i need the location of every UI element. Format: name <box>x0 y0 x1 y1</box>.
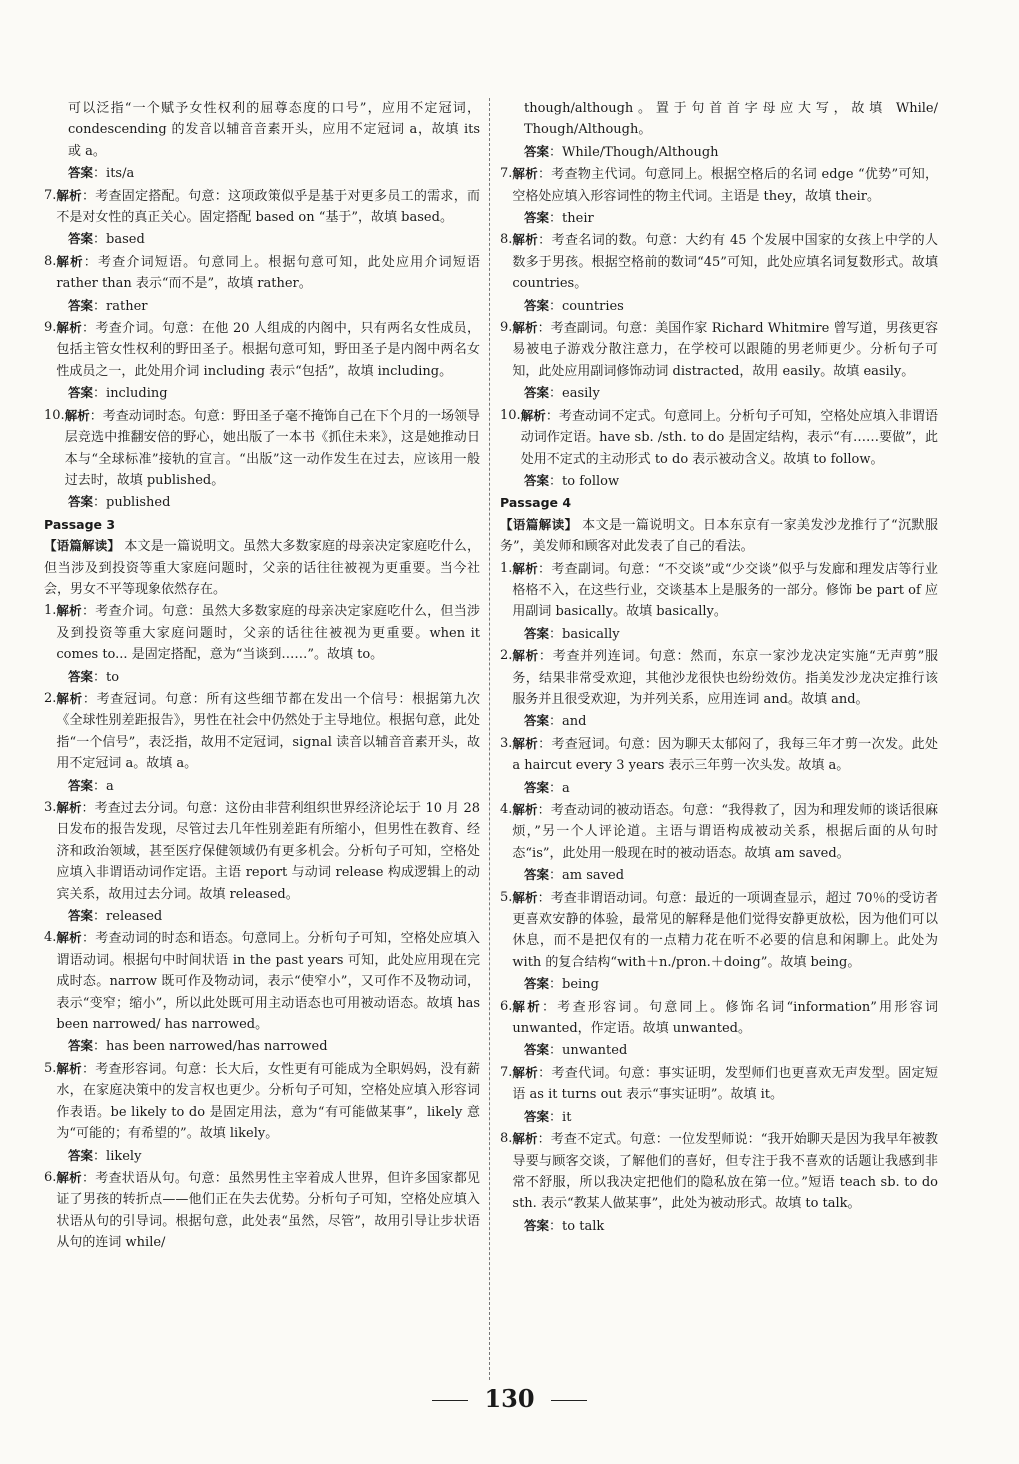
answer-label: 答案 <box>524 1042 550 1058</box>
answer-label: 答案 <box>524 472 550 488</box>
answer-text: easily <box>562 386 600 402</box>
question-item: 6. 解析：考查状语从句。句意：虽然男性主宰着成人世界，但许多国家都见证了男孩的转折点——他们正在失去优势。分析句子可知，空格处应填入状语从句的引导词。根据句意，此处表“虽然，尽管”，故用引导让步状语从句的连词 while/ <box>44 1167 480 1254</box>
question-number: 6. <box>44 1169 57 1185</box>
question-item: 2. 解析：考查并列连词。句意：然而，东京一家沙龙决定实施“无声剪”服务，结果非常受欢迎，其他沙龙很快也纷纷效仿。指美发沙龙决定推行该服务并且很受欢迎，为并列关系，应用连词 and。故填 and。 <box>500 645 938 710</box>
analysis-label: 解析 <box>512 320 538 336</box>
left-column <box>44 98 480 1254</box>
page-number-dash-left <box>432 1400 468 1401</box>
passage-heading: Passage 3 <box>44 516 116 532</box>
answer-text: released <box>106 909 163 925</box>
analysis-text: 考查状语从句。句意：虽然男性主宰着成人世界，但许多国家都见证了男孩的转折点——他们正在失去优势。分析句子可知，空格处应填入状语从句的引导词。根据句意，此处表“虽然，尽管”，故用引导让步状语从句的连词 while/ <box>56 1170 480 1251</box>
question-item: 7. 解析：考查物主代词。句意同上。根据空格后的名词 edge “优势”可知，空格处应填入形容词性的物主代词。主语是 they，故填 their。 <box>500 163 938 207</box>
analysis-label: 解析 <box>56 320 83 336</box>
analysis-label: 解析 <box>512 889 538 905</box>
answer-line: 答案：published <box>68 494 171 511</box>
question-item: 3. 解析：考查冠词。句意：因为聊天太郁闷了，我每三年才剪一次发。此处 a haircut every 3 years 表示三年剪一次头发。故填 a。 <box>500 733 938 777</box>
question-item: 1. 解析：考查介词。句意：虽然大多数家庭的母亲决定家庭吃什么，但当涉及到投资等重大家庭问题时，父亲的话往往被视为更重要。when it comes to... 是固定搭配，意为“当谈到……”。故填 to。 <box>44 600 480 665</box>
answer-line: 答案：basically <box>524 625 620 642</box>
question-item: 10. 解析：考查动词不定式。句意同上。分析句子可知，空格处应填入非谓语动词作定语。have sb. /sth. to do 是固定结构，表示“有……要做”，此处用不定式的主动形式 to do 表示被动含义。故填 to follow。 <box>500 405 938 470</box>
answer-line: 答案：to talk <box>524 1217 605 1234</box>
answer-label: 答案 <box>524 210 550 226</box>
analysis-text: 考查冠词。句意：因为聊天太郁闷了，我每三年才剪一次发。此处 a haircut every 3 years 表示三年剪一次头发。故填 a。 <box>512 736 938 774</box>
analysis-text: 考查不定式。句意：一位发型师说：“我开始聊天是因为我早年被教导要与顾客交谈，了解他们的喜好，但专注于我不喜欢的话题让我感到非常不舒服，所以我决定把他们的隐私放在第一位。”短语 teach sb. to do sth. 表示“教某人做某事”，此处为被动形式。故填 to talk。 <box>512 1132 938 1212</box>
analysis-label: 解析 <box>512 1064 539 1080</box>
answer-label: 答案 <box>524 779 550 795</box>
answer-text: has been narrowed/has narrowed <box>106 1039 328 1055</box>
analysis-text: 考查并列连词。句意：然而，东京一家沙龙决定实施“无声剪”服务，结果非常受欢迎，其他沙龙很快也纷纷效仿。指美发沙龙决定推行该服务并且很受欢迎，为并列关系，应用连词 and。故填 and。 <box>512 649 938 707</box>
question-item: 7. 解析：考查代词。句意：事实证明，发型师们也更喜欢无声发型。固定短语 as it turns out 表示“事实证明”。故填 it。 <box>500 1062 938 1106</box>
analysis-label: 解析 <box>56 1169 82 1185</box>
continuation-text: though/although。置于句首首字母应大写，故填 While/ Though/Although。 <box>524 101 938 138</box>
answer-line: 答案：released <box>68 908 163 925</box>
analysis-text: 考查形容词。句意：长大后，女性更有可能成为全职妈妈，没有薪水，在家庭决策中的发言权也更少。分析句子可知，空格处应填入形容词作表语。be likely to do 是固定用法，意为“有可能做某事”，likely 意为“可能的；有希望的”。故填 likely。 <box>56 1061 480 1142</box>
analysis-label: 解析 <box>56 187 82 203</box>
question-number: 7. <box>44 187 57 203</box>
question-number: 7. <box>500 166 513 182</box>
answer-text: it <box>562 1109 572 1125</box>
question-number: 1. <box>500 560 513 576</box>
answer-text: am saved <box>562 868 625 884</box>
question-number: 5. <box>500 889 513 905</box>
answer-line: 答案：its/a <box>68 165 135 182</box>
answer-label: 答案 <box>68 385 94 401</box>
answer-text: published <box>106 495 171 511</box>
passage-heading: Passage 4 <box>500 495 572 511</box>
question-number: 9. <box>44 320 57 336</box>
answer-text: a <box>562 780 570 796</box>
answer-label: 答案 <box>68 297 94 313</box>
answer-text: basically <box>562 626 620 642</box>
answer-text: countries <box>562 298 624 314</box>
question-number: 3. <box>500 735 513 751</box>
answer-label: 答案 <box>68 165 94 181</box>
analysis-text: 考查动词不定式。句意同上。分析句子可知，空格处应填入非谓语动词作定语。have sb. /sth. to do 是固定结构，表示“有……要做”，此处用不定式的主动形式 to do 表示被动含义。故填 to follow。 <box>520 408 938 467</box>
question-item: 8. 解析：考查介词短语。句意同上。根据句意可知，此处应用介词短语 rather than 表示“而不是”，故填 rather。 <box>44 251 480 295</box>
question-item: 5. 解析：考查形容词。句意：长大后，女性更有可能成为全职妈妈，没有薪水，在家庭决策中的发言权也更少。分析句子可知，空格处应填入形容词作表语。be likely to do 是固定用法，意为“有可能做某事”，likely 意为“可能的；有希望的”。故填 likely。 <box>44 1058 480 1145</box>
question-number: 6. <box>500 998 513 1014</box>
analysis-text: 本文是一篇说明文。日本东京有一家美发沙龙推行了“沉默服务”，美发师和顾客对此发表了自己的看法。 <box>500 517 938 555</box>
answer-line: 答案：based <box>68 231 145 248</box>
question-number: 10. <box>44 407 65 423</box>
answer-label: 答案 <box>68 1147 94 1163</box>
answer-text: likely <box>106 1148 142 1164</box>
answer-label: 答案 <box>68 1038 94 1054</box>
answer-line: 答案：and <box>524 713 587 730</box>
analysis-text: 考查动词的时态和语态。句意同上。分析句子可知，空格处应填入谓语动词。根据句中时间状语 in the past years 可知，此处应用现在完成时态。narrow 既可作及物动词，表示“使窄小”，又可作不及物动词，表示“变窄；缩小”，所以此处既可用主动语态也可用被动语态。故填 has been narrowed/ has narrowed。 <box>56 931 480 1033</box>
answer-line: 答案：their <box>524 210 594 227</box>
answer-line: 答案：including <box>68 385 168 402</box>
answer-line: 答案：a <box>524 779 570 796</box>
answer-line: 答案：likely <box>68 1147 142 1164</box>
analysis-label: 解析 <box>512 166 538 182</box>
answer-label: 答案 <box>524 1217 550 1233</box>
analysis-label: 解析 <box>64 407 90 423</box>
question-number: 8. <box>44 253 57 269</box>
analysis-text: 考查介词。句意：虽然大多数家庭的母亲决定家庭吃什么，但当涉及到投资等重大家庭问题时，父亲的话往往被视为更重要。when it comes to... 是固定搭配，意为“当谈到……”。故填 to。 <box>56 604 480 663</box>
question-number: 4. <box>500 802 513 817</box>
answer-text: to follow <box>562 473 620 489</box>
question-number: 8. <box>500 232 513 248</box>
analysis-label: 解析 <box>56 1060 82 1076</box>
right-column <box>500 98 938 1237</box>
answer-text: their <box>562 211 594 227</box>
answer-text: to <box>106 669 120 685</box>
analysis-label: 解析 <box>512 735 539 751</box>
answer-label: 答案 <box>68 494 94 510</box>
analysis-label: 解析 <box>512 1131 538 1147</box>
answer-text: rather <box>106 298 148 314</box>
answer-text: a <box>106 778 114 794</box>
question-item: 4. 解析：考查动词的时态和语态。句意同上。分析句子可知，空格处应填入谓语动词。根据句中时间状语 in the past years 可知，此处应用现在完成时态。narrow 既可作及物动词，表示“使窄小”，又可作不及物动词，表示“变窄；缩小”，所以此处既可用主动语态也可用被动语态。故填 has been narrowed/ has narrowed。 <box>44 927 480 1035</box>
passage-intro <box>44 535 480 600</box>
analysis-label: 解析 <box>512 802 538 817</box>
answer-label: 答案 <box>68 908 94 924</box>
analysis-label: 解析 <box>56 603 82 619</box>
answer-label: 答案 <box>524 625 550 641</box>
analysis-text: 130 <box>484 1384 535 1413</box>
question-number: 8. <box>500 1131 513 1147</box>
analysis-text: 考查代词。句意：事实证明，发型师们也更喜欢无声发型。固定短语 as it turns out 表示“事实证明”。故填 it。 <box>512 1065 938 1103</box>
answer-label: 答案 <box>524 867 550 883</box>
passage-intro-label: 【语篇解读】 <box>44 538 121 554</box>
answer-label: 答案 <box>524 976 550 992</box>
question-item: 1. 解析：考查副词。句意：“不交谈”或“少交谈”似乎与发廊和理发店等行业格格不入，在这些行业，交谈基本上是服务的一部分。修饰 be part of 应用副词 basically。故填 basically。 <box>500 558 938 623</box>
page-number <box>0 1384 1019 1413</box>
answer-line: 答案：it <box>524 1108 572 1125</box>
answer-label: 答案 <box>68 668 94 684</box>
analysis-text: 考查动词时态。句意：野田圣子毫不掩饰自己在下个月的一场领导层竞选中推翻安倍的野心，她出版了一本书《抓住未来》，这是她推动日本与“全球标准”接轨的宣言。“出版”这一动作发生在过去，应该用一般过去时，故填 published。 <box>64 408 480 488</box>
question-item: 9. 解析：考查副词。句意：美国作家 Richard Whitmire 曾写道，男孩更容易被电子游戏分散注意力，在学校可以跟随的男老师更少。分析句子可知，此处应用副词修饰动词 distracted，故用 easily。故填 easily。 <box>500 317 938 382</box>
analysis-text: 考查名词的数。句意：大约有 45 个发展中国家的女孩上中学的人数多于男孩。根据空格前的数词“45”可知，此处应填名词复数形式。故填 countries。 <box>512 233 938 292</box>
answer-label: 答案 <box>524 713 550 729</box>
analysis-label: 解析 <box>512 648 539 664</box>
analysis-text: 考查介词。句意：在他 20 人组成的内阁中，只有两名女性成员，包括主管女性权利的野田圣子。根据句意可知，野田圣子是内阁中两名女性成员之一，此处用介词 including 表示“包括”，故填 including。 <box>56 321 480 379</box>
analysis-text: 考查动词的被动语态。句意：“我得救了，因为和理发师的谈话很麻烦，”另一个人评论道。主语与谓语构成被动关系，根据后面的从句时态“is”，此处用一般现在时的被动语态。故填 am saved。 <box>512 803 938 861</box>
answer-line: 答案：being <box>524 976 599 993</box>
question-item: 8. 解析：考查不定式。句意：一位发型师说：“我开始聊天是因为我早年被教导要与顾客交谈，了解他们的喜好，但专注于我不喜欢的话题让我感到非常不舒服，所以我决定把他们的隐私放在第一位。”短语 teach sb. to do sth. 表示“教某人做某事”，此处为被动形式。故填 to talk。 <box>500 1128 938 1215</box>
question-item: 7. 解析：考查固定搭配。句意：这项政策似乎是基于对更多员工的需求，而不是对女性的真正关心。固定搭配 based on “基于”，故填 based。 <box>44 185 480 229</box>
answer-text: and <box>562 714 587 730</box>
column-divider <box>489 98 490 1380</box>
answer-line: 答案：easily <box>524 385 600 402</box>
answer-line: 答案：rather <box>68 297 148 314</box>
question-item: 2. 解析：考查冠词。句意：所有这些细节都在发出一个信号：根据第九次《全球性别差距报告》，男性在社会中仍然处于主导地位。根据句意，此处指“一个信号”，表泛指，故用不定冠词，signal 读音以辅音音素开头，故用不定冠词 a。故填 a。 <box>44 688 480 775</box>
answer-text: including <box>106 386 168 402</box>
analysis-text: 考查介词短语。句意同上。根据句意可知，此处应用介词短语 rather than 表示“而不是”，故填 rather。 <box>56 254 480 292</box>
question-number: 10. <box>500 407 521 423</box>
question-item: 8. 解析：考查名词的数。句意：大约有 45 个发展中国家的女孩上中学的人数多于男孩。根据空格前的数词“45”可知，此处应填名词复数形式。故填 countries。 <box>500 229 938 294</box>
analysis-label: 解析 <box>56 690 83 706</box>
analysis-text: 考查过去分词。句意：这份由非营利组织世界经济论坛于 10 月 28 日发布的报告发现，尽管过去几年性别差距有所缩小，但男性在教育、经济和政治领域，甚至医疗保健领域仍有更多机会。分析句子可知，空格处应填入非谓语动词作定语。主语 report 与动词 release 构成逻辑上的动宾关系，故用过去分词。故填 released。 <box>56 801 480 902</box>
analysis-label: 解析 <box>512 560 539 576</box>
analysis-text: 考查副词。句意：美国作家 Richard Whitmire 曾写道，男孩更容易被电子游戏分散注意力，在学校可以跟随的男老师更少。分析句子可知，此处应用副词修饰动词 distracted，故用 easily。故填 easily。 <box>512 321 938 379</box>
question-item: 5. 解析：考查非谓语动词。句意：最近的一项调查显示，超过 70％的受访者更喜欢安静的体验，最常见的解释是他们觉得安静更放松，因为他们可以休息，而不是把仅有的一点精力花在听不必要的信息和闲聊上。此处为 with 的复合结构“with＋n./pron.＋doing”。故填 being。 <box>500 887 938 974</box>
question-item: 4. 解析：考查动词的被动语态。句意：“我得救了，因为和理发师的谈话很麻烦，”另一个人评论道。主语与谓语构成被动关系，根据后面的从句时态“is”，此处用一般现在时的被动语态。故填 am saved。 <box>500 799 938 864</box>
question-item: 3. 解析：考查过去分词。句意：这份由非营利组织世界经济论坛于 10 月 28 日发布的报告发现，尽管过去几年性别差距有所缩小，但男性在教育、经济和政治领域，甚至医疗保健领域仍有更多机会。分析句子可知，空格处应填入非谓语动词作定语。主语 report 与动词 release 构成逻辑上的动宾关系，故用过去分词。故填 released。 <box>44 797 480 905</box>
answer-label: 答案 <box>68 777 94 793</box>
question-number: 2. <box>500 648 513 664</box>
answer-text: While/Though/Although <box>562 144 719 160</box>
analysis-label: 解析 <box>56 253 84 269</box>
answer-label: 答案 <box>524 1108 550 1124</box>
analysis-label: 解析 <box>56 930 82 946</box>
analysis-text: 考查形容词。句意同上。修饰名词“information”用形容词 unwanted，作定语。故填 unwanted。 <box>512 999 938 1037</box>
analysis-label: 解析 <box>520 407 546 423</box>
question-number: 4. <box>44 930 57 946</box>
question-item: 10. 解析：考查动词时态。句意：野田圣子毫不掩饰自己在下个月的一场领导层竞选中推翻安倍的野心，她出版了一本书《抓住未来》，这是她推动日本与“全球标准”接轨的宣言。“出版”这一动作发生在过去，应该用一般过去时，故填 published。 <box>44 405 480 492</box>
passage-intro <box>500 514 938 558</box>
answer-text: based <box>106 232 145 248</box>
analysis-label: 解析 <box>512 232 539 248</box>
question-number: 5. <box>44 1060 57 1076</box>
question-number: 3. <box>44 800 57 815</box>
answer-line: 答案：unwanted <box>524 1042 628 1059</box>
answer-line: 答案：to <box>68 668 120 685</box>
analysis-text: 考查冠词。句意：所有这些细节都在发出一个信号：根据第九次《全球性别差距报告》，男性在社会中仍然处于主导地位。根据句意，此处指“一个信号”，表泛指，故用不定冠词，signal 读音以辅音音素开头，故用不定冠词 a。故填 a。 <box>56 691 480 772</box>
passage-intro-label: 【语篇解读】 <box>500 516 578 532</box>
analysis-label: 解析 <box>512 998 542 1014</box>
analysis-text: 考查固定搭配。句意：这项政策似乎是基于对更多员工的需求，而不是对女性的真正关心。固定搭配 based on “基于”，故填 based。 <box>56 188 480 226</box>
answer-line: 答案：to follow <box>524 472 620 489</box>
answer-text: its/a <box>106 166 135 182</box>
answer-line: 答案：has been narrowed/has narrowed <box>68 1038 328 1055</box>
answer-text: being <box>562 977 599 993</box>
answer-label: 答案 <box>524 385 550 401</box>
answer-text: unwanted <box>562 1043 628 1059</box>
continuation-text: 可以泛指“一个赋予女性权利的屈尊态度的口号”，应用不定冠词，condescending 的发音以辅音音素开头，应用不定冠词 a，故填 its 或 a。 <box>68 101 480 159</box>
analysis-text: 考查非谓语动词。句意：最近的一项调查显示，超过 70％的受访者更喜欢安静的体验，最常见的解释是他们觉得安静更放松，因为他们可以休息，而不是把仅有的一点精力花在听不必要的信息和闲聊上。此处为 with 的复合结构“with＋n./pron.＋doing”。故填 being。 <box>512 890 938 970</box>
answer-line: 答案：While/Though/Although <box>524 143 719 160</box>
page-number-dash-right <box>551 1400 587 1401</box>
answer-label: 答案 <box>524 297 550 313</box>
question-number: 2. <box>44 690 57 706</box>
question-item: 9. 解析：考查介词。句意：在他 20 人组成的内阁中，只有两名女性成员，包括主管女性权利的野田圣子。根据句意可知，野田圣子是内阁中两名女性成员之一，此处用介词 including 表示“包括”，故填 including。 <box>44 317 480 382</box>
answer-label: 答案 <box>524 143 550 159</box>
analysis-label: 解析 <box>56 800 82 815</box>
question-number: 7. <box>500 1064 513 1080</box>
answer-line: 答案：a <box>68 777 114 794</box>
answer-text: to talk <box>562 1218 605 1234</box>
analysis-text: 本文是一篇说明文。虽然大多数家庭的母亲决定家庭吃什么，但当涉及到投资等重大家庭问题时，父亲的话往往被视为更重要。当今社会，男女不平等现象依然存在。 <box>44 539 480 597</box>
question-item: 6. 解析：考查形容词。句意同上。修饰名词“information”用形容词 unwanted，作定语。故填 unwanted。 <box>500 996 938 1040</box>
answer-label: 答案 <box>68 231 94 247</box>
answer-line: 答案：countries <box>524 297 624 314</box>
answer-line: 答案：am saved <box>524 867 625 884</box>
question-number: 9. <box>500 320 513 336</box>
analysis-text: 考查物主代词。句意同上。根据空格后的名词 edge “优势”可知，空格处应填入形容词性的物主代词。主语是 they，故填 their。 <box>512 167 938 204</box>
question-number: 1. <box>44 603 57 619</box>
analysis-text: 考查副词。句意：“不交谈”或“少交谈”似乎与发廊和理发店等行业格格不入，在这些行业，交谈基本上是服务的一部分。修饰 be part of 应用副词 basically。故填 basically。 <box>512 561 938 620</box>
